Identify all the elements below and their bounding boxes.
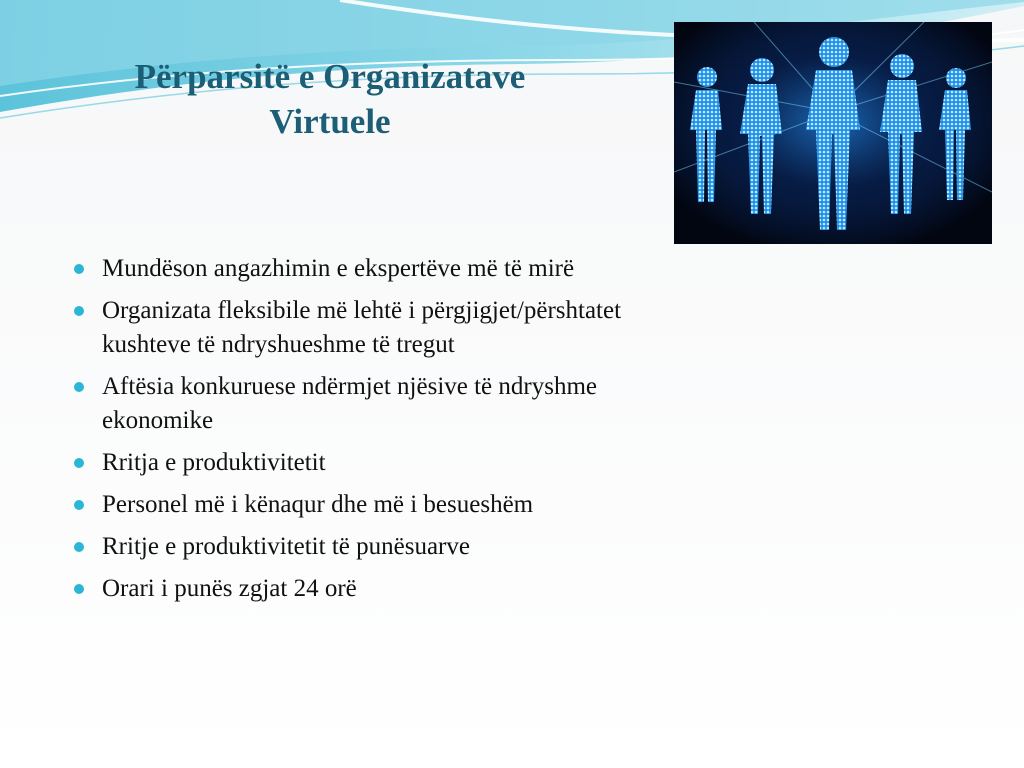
digital-people-icon — [674, 22, 992, 244]
bullet-dot-icon — [74, 584, 84, 594]
bullet-list — [74, 252, 794, 614]
bullet-dot-icon — [74, 458, 84, 468]
bullet-dot-icon — [74, 306, 84, 316]
bullet-item — [74, 370, 794, 438]
bullet-dot-icon — [74, 500, 84, 510]
bullet-text-line: kushteve të ndryshueshme të tregut — [102, 331, 455, 358]
bullet-dot-icon — [74, 542, 84, 552]
bullet-text-line: ekonomike — [102, 407, 214, 434]
bullet-item — [74, 252, 794, 286]
digital-people-image — [674, 22, 992, 244]
bullet-item — [74, 572, 794, 606]
bullet-dot-icon — [74, 264, 84, 274]
slide-title-line: Përparsitë e Organizatave — [134, 57, 526, 96]
slide-title-line: Virtuele — [269, 102, 391, 141]
bullet-item — [74, 446, 794, 480]
bullet-text-line: Rritje e produktivitetit të punësuarve — [102, 533, 470, 560]
bullet-item — [74, 488, 794, 522]
slide-title — [40, 54, 620, 144]
bullet-text-line: Organizata fleksibile më lehtë i përgjigjet/përshtatet — [102, 297, 622, 324]
bullet-item — [74, 294, 794, 362]
bullet-text-line: Orari i punës zgjat 24 orë — [102, 575, 357, 602]
bullet-text-line: Aftësia konkuruese ndërmjet njësive të ndryshme — [102, 373, 597, 400]
bullet-item — [74, 530, 794, 564]
bullet-text-line: Personel më i kënaqur dhe më i besueshëm — [102, 491, 534, 518]
bullet-dot-icon — [74, 382, 84, 392]
bullet-text-line: Rritja e produktivitetit — [102, 449, 326, 476]
bullet-text-line: Mundëson angazhimin e ekspertëve më të mirë — [102, 255, 575, 282]
